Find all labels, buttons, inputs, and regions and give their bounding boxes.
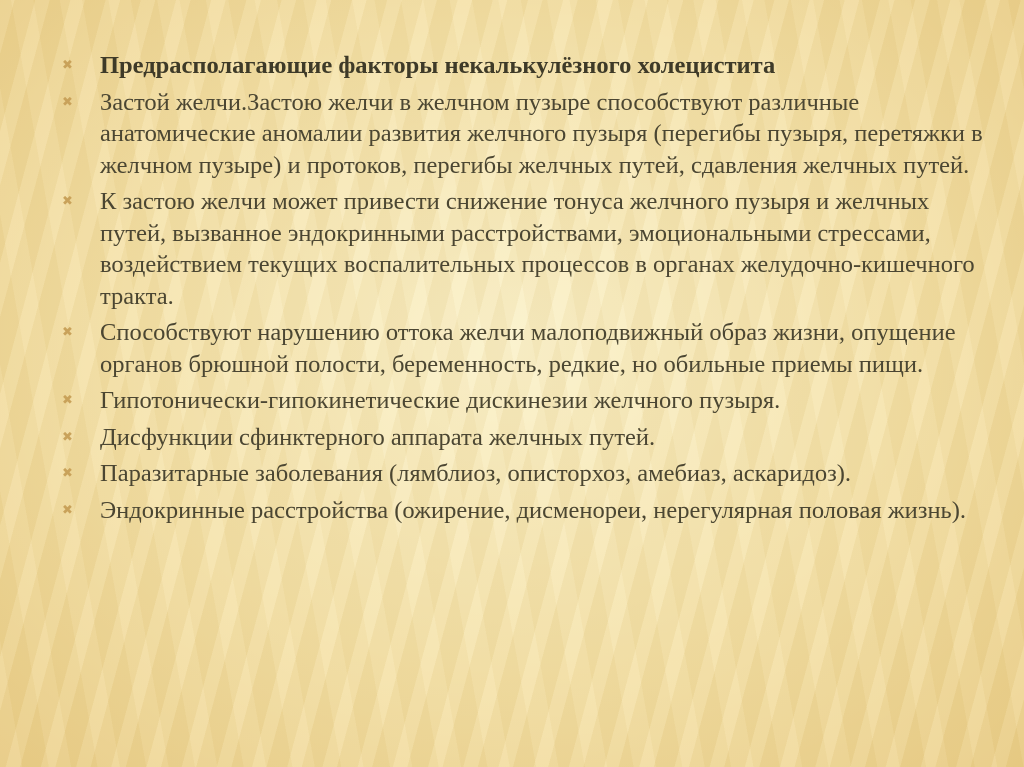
cross-bullet-icon: ✖: [62, 393, 73, 408]
list-item-text: Паразитарные заболевания (лямблиоз, описторхоз, амебиаз, аскаридоз).: [100, 460, 852, 487]
cross-bullet-icon: ✖: [62, 194, 73, 209]
list-item-text: К застою желчи может привести снижение тонуса желчного пузыря и желчных путей, вызванное эндокринными расстройствами, эмоциональными стрессами, воздействием текущих воспалительных процессов в органах желудочно-кишечного тракта.: [100, 188, 975, 310]
list-item-text: Гипотонически-гипокинетические дискинезии желчного пузыря.: [100, 387, 781, 414]
cross-bullet-icon: ✖: [62, 325, 73, 340]
bullet-list: [62, 50, 992, 526]
list-item-text: Застой желчи.Застою желчи в желчном пузыре способствуют различные анатомические аномалии развития желчного пузыря (перегибы пузыря, перетяжки в желчном пузыре) и протоков, перегибы желчных путей, сдавления желчных путей.: [100, 88, 983, 179]
list-item-text: Эндокринные расстройства (ожирение, дисменореи, нерегулярная половая жизнь).: [100, 496, 967, 524]
list-item-text: Способствуют нарушению оттока желчи малоподвижный образ жизни, опущение органов брюшной полости, беременность, редкие, но обильные приемы пищи.: [100, 319, 956, 378]
list-item: [62, 458, 992, 490]
cross-bullet-icon: ✖: [62, 94, 73, 110]
cross-bullet-icon: ✖: [62, 58, 73, 73]
cross-bullet-icon: ✖: [62, 466, 73, 481]
slide-content: [62, 50, 992, 531]
list-item: [62, 186, 992, 312]
list-item: [62, 317, 992, 380]
list-item: [62, 385, 992, 417]
list-item: [62, 87, 992, 182]
cross-bullet-icon: ✖: [62, 502, 73, 518]
list-item-heading: [62, 50, 992, 82]
list-item: [62, 422, 992, 454]
heading-text: Предрасполагающие факторы некалькулёзного холецистита: [100, 52, 776, 79]
list-item-text: Дисфункции сфинктерного аппарата желчных путей.: [100, 423, 656, 451]
list-item: [62, 495, 992, 527]
cross-bullet-icon: ✖: [62, 429, 73, 445]
